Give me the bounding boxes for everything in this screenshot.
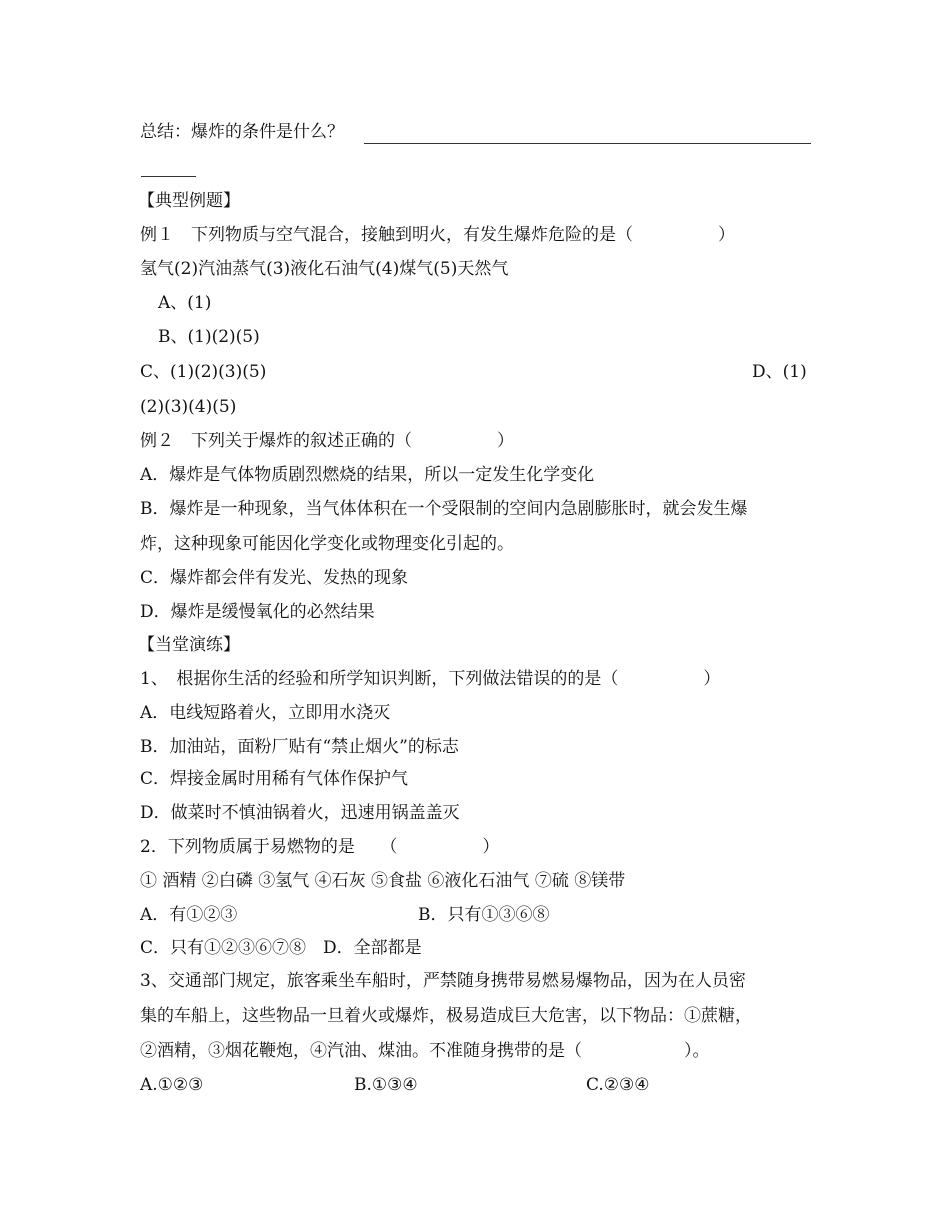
example2-stem: 例２ 下列关于爆炸的叙述正确的（ ） (140, 431, 514, 451)
practice2-option-a: A．有①②③ (140, 905, 238, 925)
practice3-option-a: A.①②③ (140, 1075, 204, 1095)
practice1-option-c: C．焊接金属时用稀有气体作保护气 (140, 769, 409, 789)
example1-stem: 例１ 下列物质与空气混合，接触到明火，有发生爆炸危险的是（ ） (140, 225, 735, 245)
practice2-option-c-d: C．只有①②③⑥⑦⑧ D．全部都是 (140, 938, 422, 958)
example2-option-c: C．爆炸都会伴有发光、发热的现象 (140, 568, 409, 588)
example1-option-c: C、(1)(2)(3)(5) (140, 362, 267, 382)
practice2-items: ① 酒精 ②白磷 ③氢气 ④石灰 ⑤食盐 ⑥液化石油气 ⑦硫 ⑧镁带 (140, 871, 626, 891)
example1-option-a: A、(1) (158, 293, 212, 313)
practice2-stem: 2．下列物质属于易燃物的是 （ ） (140, 837, 500, 857)
practice2-option-b: B．只有①③⑥⑧ (418, 905, 550, 925)
example1-option-d-head: D、(1) (752, 362, 807, 382)
practice3-line3: ②酒精，③烟花鞭炮，④汽油、煤油。不准随身携带的是（ ）。 (140, 1041, 710, 1061)
example2-option-d: D．爆炸是缓慢氧化的必然结果 (140, 602, 375, 622)
section-header-practice: 【当堂演练】 (138, 635, 240, 655)
example2-option-a: A．爆炸是气体物质剧烈燃烧的结果，所以一定发生化学变化 (140, 465, 595, 485)
example1-option-d-tail: (2)(3)(4)(5) (140, 397, 237, 417)
section-header-examples: 【典型例题】 (138, 191, 240, 211)
practice3-option-b: B.①③④ (354, 1075, 418, 1095)
practice1-option-a: A．电线短路着火，立即用水浇灭 (140, 703, 391, 723)
summary-answer-blank-continued[interactable] (141, 176, 196, 177)
summary-question: 总结：爆炸的条件是什么？ (140, 122, 344, 142)
practice1-stem: 1、 根据你生活的经验和所学知识判断，下列做法错误的的是（ ） (140, 669, 721, 689)
practice3-option-c: C.②③④ (586, 1075, 650, 1095)
practice1-option-b: B．加油站，面粉厂贴有“禁止烟火”的标志 (140, 737, 459, 757)
practice3-line2: 集的车船上，这些物品一旦着火或爆炸，极易造成巨大危害，以下物品：①蔗糖， (140, 1006, 752, 1026)
practice3-line1: 3、交通部门规定，旅客乘坐车船时，严禁随身携带易燃易爆物品，因为在人员密 (140, 971, 746, 991)
practice1-option-d: D．做菜时不慎油锅着火，迅速用锅盖盖灭 (140, 803, 460, 823)
example1-option-b: B、(1)(2)(5) (158, 327, 260, 347)
example2-option-b-line2: 炸，这种现象可能因化学变化或物理变化引起的。 (140, 534, 514, 554)
summary-answer-blank[interactable] (364, 143, 811, 144)
example2-option-b-line1: B．爆炸是一种现象，当气体体积在一个受限制的空间内急剧膨胀时，就会发生爆 (140, 499, 748, 519)
example1-items: 氢气(2)汽油蒸气(3)液化石油气(4)煤气(5)天然气 (140, 259, 509, 279)
